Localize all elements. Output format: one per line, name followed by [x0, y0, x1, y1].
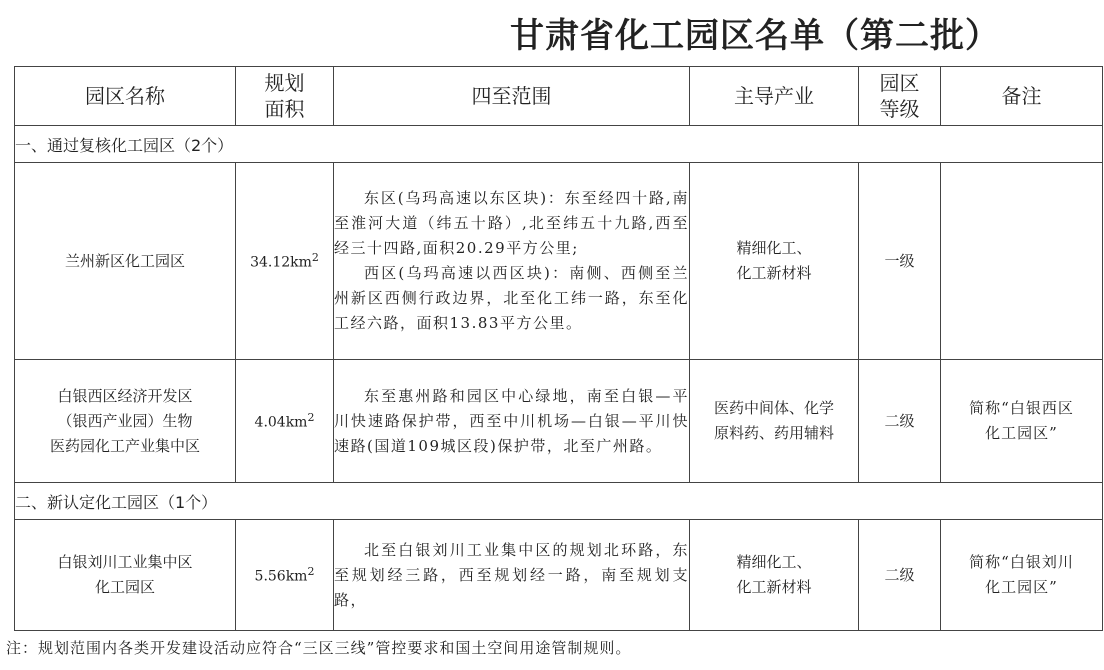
planned-area-cell — [236, 163, 334, 360]
leading-industry-cell-line: 化工新材料 — [736, 578, 812, 596]
planned-area-cell — [236, 360, 334, 483]
header-area-line1: 规划 — [264, 71, 305, 95]
leading-industry-cell-line: 精细化工、 — [736, 239, 812, 257]
remarks-cell-line: 简称“白银西区 — [969, 399, 1074, 417]
area-unit-exponent: 2 — [307, 411, 315, 425]
footnote: 注：规划范围内各类开发建设活动应符合“三区三线”管控要求和国土空间用途管制规则。 — [6, 639, 632, 657]
header-remarks: 备注 — [941, 67, 1103, 126]
boundary-paragraph: 东至惠州路和园区中心绿地，南至白银—平川快速路保护带，西至中川机场—白银—平川快速路(国道109城区段)保护带，北至广州路。 — [334, 386, 689, 455]
section-label: 二、新认定化工园区（1个） — [15, 483, 1103, 520]
boundary-paragraph: 北至白银刘川工业集中区的规划北环路，东至规划经三路，西至规划经一路，南至规划支路， — [334, 540, 689, 609]
table-row — [15, 360, 1103, 483]
remarks-cell — [941, 360, 1103, 483]
document-title: 甘肃省化工园区名单（第二批） — [510, 16, 1000, 56]
park-name-cell — [15, 360, 236, 483]
remarks-cell — [941, 163, 1103, 360]
park-grade-cell: 二级 — [859, 520, 941, 631]
header-area-line2: 面积 — [264, 97, 305, 121]
park-grade-cell: 二级 — [859, 360, 941, 483]
park-grade-cell: 一级 — [859, 163, 941, 360]
header-park-name: 园区名称 — [15, 67, 236, 126]
area-value: 4.04km — [254, 414, 308, 431]
chemical-park-table — [14, 66, 1103, 631]
table-row — [15, 163, 1103, 360]
section-header-row — [15, 483, 1103, 520]
planned-area-cell — [236, 520, 334, 631]
leading-industry-cell-line: 原料药、药用辅料 — [713, 424, 834, 442]
leading-industry-cell-line: 精细化工、 — [736, 553, 812, 571]
section-label: 一、通过复核化工园区（2个） — [15, 126, 1103, 163]
park-name-cell — [15, 520, 236, 631]
remarks-cell-line: 化工园区” — [985, 578, 1058, 596]
remarks-cell-line: 化工园区” — [985, 424, 1058, 442]
park-name-cell-line: 医药园化工产业集中区 — [49, 436, 200, 455]
header-grade-line2: 等级 — [879, 97, 920, 121]
boundary-paragraph: 西区(乌玛高速以西区块)：南侧、西侧至兰州新区西侧行政边界，北至化工纬一路，东至化工经六路，面积13.83平方公里。 — [334, 264, 689, 332]
section-header-row — [15, 126, 1103, 163]
area-unit-exponent: 2 — [311, 251, 319, 265]
header-grade-line1: 园区 — [879, 71, 920, 95]
leading-industry-cell — [690, 520, 859, 631]
header-planned-area — [236, 67, 334, 126]
area-value: 34.12km — [250, 254, 312, 271]
park-name-cell-line: 化工园区 — [94, 578, 155, 596]
park-name-cell-line: 白银刘川工业集中区 — [57, 553, 193, 571]
header-boundaries: 四至范围 — [334, 67, 690, 126]
leading-industry-cell-line: 医药中间体、化学 — [713, 399, 834, 417]
table-body — [15, 126, 1103, 631]
boundary-paragraph: 东区(乌玛高速以东区块)：东至经四十路,南至淮河大道（纬五十路）,北至纬五十九路,西至经三十四路,面积20.29平方公里; — [334, 189, 689, 257]
table-row — [15, 520, 1103, 631]
header-row — [15, 67, 1103, 126]
leading-industry-cell — [690, 163, 859, 360]
remarks-cell-line: 简称“白银刘川 — [969, 553, 1074, 571]
park-name-cell-line: 白银西区经济开发区 — [57, 386, 193, 405]
header-leading-industry: 主导产业 — [690, 67, 859, 126]
park-name-cell-line: 兰州新区化工园区 — [64, 251, 185, 270]
header-park-grade — [859, 67, 941, 126]
park-name-cell-line: （银西产业园）生物 — [57, 411, 193, 430]
leading-industry-cell-line: 化工新材料 — [736, 264, 812, 282]
area-unit-exponent: 2 — [307, 565, 315, 579]
leading-industry-cell — [690, 360, 859, 483]
area-value: 5.56km — [254, 568, 308, 585]
remarks-cell — [941, 520, 1103, 631]
boundary-description-cell — [334, 360, 690, 483]
boundary-description-cell — [334, 163, 690, 360]
park-name-cell — [15, 163, 236, 360]
boundary-description-cell — [334, 520, 690, 631]
